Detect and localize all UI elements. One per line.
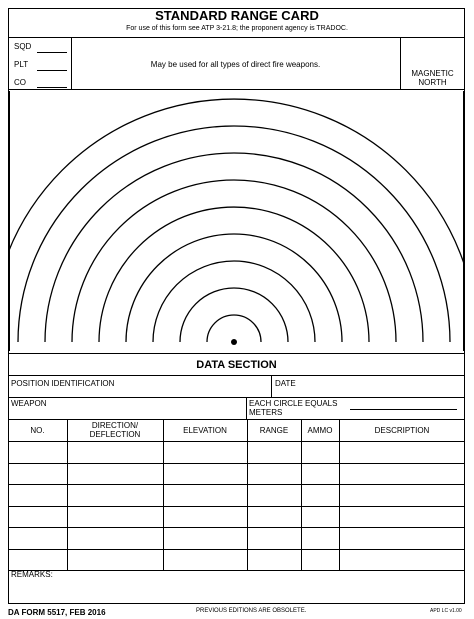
remarks-label: REMARKS: — [11, 570, 53, 579]
sqd-label: SQD — [14, 42, 32, 51]
range-ring — [153, 261, 315, 342]
table-row-rule — [8, 484, 465, 485]
obsolete-note: PREVIOUS EDITIONS ARE OBSOLETE. — [196, 608, 307, 614]
chart-bottom-rule — [8, 353, 465, 354]
range-ring — [207, 315, 261, 342]
table-column-rule — [339, 419, 340, 570]
sqd-field[interactable] — [37, 52, 67, 53]
col-description: DESCRIPTION — [374, 426, 430, 435]
range-ring — [99, 207, 369, 342]
magnetic-north-label — [400, 69, 465, 87]
table-row-rule — [8, 506, 465, 507]
col-range: RANGE — [259, 426, 289, 435]
table-column-rule — [301, 419, 302, 570]
data-title-rule — [8, 375, 465, 376]
table-row-rule — [8, 549, 465, 550]
col-direction-line-2: DEFLECTION — [89, 430, 141, 439]
plt-label: PLT — [14, 60, 29, 69]
table-column-rule — [247, 419, 248, 570]
usage-note: May be used for all types of direct fire weapons. — [150, 60, 321, 69]
table-row-rule — [8, 527, 465, 528]
each-circle-equals-label: EACH CIRCLE EQUALS — [249, 399, 338, 408]
co-label: CO — [14, 78, 26, 87]
circle-divider — [246, 397, 247, 419]
col-no: NO. — [30, 426, 45, 435]
col-direction-line-1: DIRECTION/ — [91, 421, 139, 430]
data-section-title: DATA SECTION — [196, 359, 277, 371]
table-row-rule — [8, 463, 465, 464]
weapon-rule — [8, 419, 465, 420]
version-tag: APD LC v1.00 — [430, 608, 462, 614]
range-rings — [8, 99, 465, 342]
col-elevation: ELEVATION — [183, 426, 227, 435]
col-direction — [67, 421, 163, 439]
table-header-rule — [8, 441, 465, 442]
position-rule — [8, 397, 465, 398]
date-divider — [271, 375, 272, 397]
meters-label: METERS — [249, 408, 283, 417]
table-column-rule — [67, 419, 68, 570]
magnetic-north-line-1: MAGNETIC — [411, 69, 454, 78]
form-title: STANDARD RANGE CARD — [155, 8, 319, 23]
magnetic-north-line-2: NORTH — [418, 78, 447, 87]
date-label: DATE — [275, 379, 296, 388]
col-ammo: AMMO — [307, 426, 333, 435]
co-field[interactable] — [37, 87, 67, 88]
table-column-rule — [163, 419, 164, 570]
header-rule — [8, 37, 465, 38]
circle-meters-field[interactable] — [350, 409, 457, 410]
table-row-rule — [8, 570, 465, 571]
form-subtitle: For use of this form see ATP 3-21.8; the proponent agency is TRADOC. — [126, 25, 348, 32]
position-dot — [231, 339, 237, 345]
position-identification-label: POSITION IDENTIFICATION — [11, 379, 115, 388]
plt-field[interactable] — [37, 70, 67, 71]
weapon-label: WEAPON — [11, 399, 47, 408]
range-chart[interactable] — [8, 89, 465, 354]
form-number: DA FORM 5517, FEB 2016 — [8, 608, 106, 617]
